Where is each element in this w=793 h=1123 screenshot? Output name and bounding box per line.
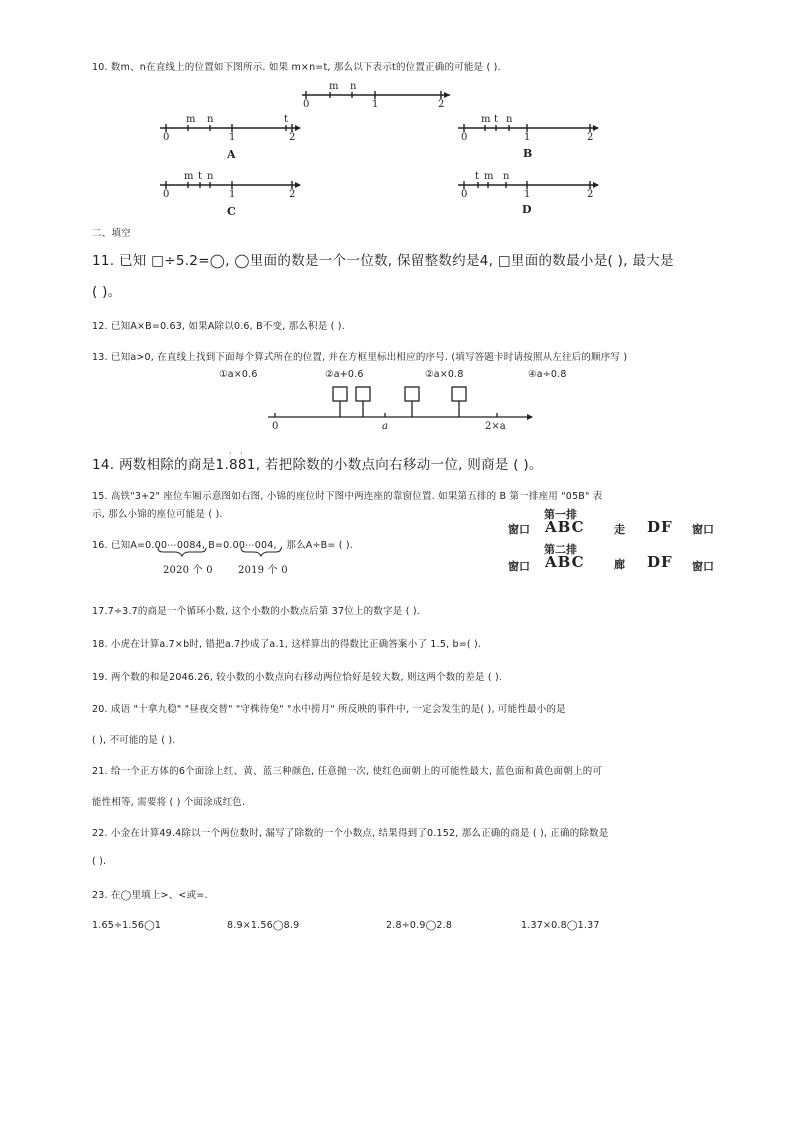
top-line-label-m: m (329, 81, 339, 92)
q13-item-1: ①a×0.6 (219, 369, 258, 380)
d-label-t: t (475, 171, 480, 182)
b-label-n: n (506, 114, 513, 125)
repeating-dots: · · (229, 449, 246, 458)
q14-part1: 14. 两数相除的商是1. (92, 457, 230, 473)
b-label-0: 0 (461, 132, 468, 143)
q11-line2: ( )。 (92, 284, 122, 300)
q13-axis-zero: 0 (272, 421, 279, 432)
q13-text: 13. 已知a>0, 在直线上找到下面每个算式所在的位置, 并在方框里标出相应的序号. (填写答题卡时请按照从左往后的顺序写 ) (92, 352, 628, 363)
q13-axis-2a: 2×a (485, 421, 506, 432)
q22-line1: 22. 小金在计算49.4除以一个两位数时, 漏写了除数的一个小数点, 结果得到了0.152, 那么正确的商是 ( ), 正确的除数是 (92, 828, 609, 839)
q17-text: 17.7÷3.7的商是一个循环小数, 这个小数的小数点后第 37位上的数字是 ( ). (92, 606, 420, 617)
section-heading: 二、填空 (92, 228, 131, 239)
q23-text: 23. 在◯里填上>、<或=. (92, 890, 208, 901)
a-label-1: 1 (229, 132, 236, 143)
d-label-n: n (503, 171, 510, 182)
q18-text: 18. 小虎在计算a.7×b时, 错把a.7抄成了a.1, 这样算出的得数比正确答案小了 1.5, b=( ). (92, 639, 482, 650)
seat-row1-right-seats: DF (647, 518, 673, 536)
q20-line2: ( ), 不可能的是 ( ). (92, 735, 176, 746)
q23-item-1: 1.65÷1.56◯1 (92, 920, 162, 931)
q13-item-3: ②a×0.8 (425, 369, 464, 380)
q16-brace2-label: 2019 个 0 (238, 565, 288, 576)
top-line-label-2: 2 (438, 99, 445, 110)
b-label-m: m (481, 114, 491, 125)
q10-text: 10. 数m、n在直线上的位置如下图所示. 如果 m×n=t, 那么以下表示t的位置正确的可能是 ( ). (92, 62, 501, 73)
b-label-t: t (494, 114, 499, 125)
seat-row1-window-left: 窗口 (508, 523, 530, 536)
seat-row1-title: 第一排 (544, 508, 577, 521)
a-label-0: 0 (163, 132, 170, 143)
q16-brace1-label: 2020 个 0 (163, 565, 213, 576)
a-label-t: t (284, 114, 289, 125)
c-label-1: 1 (229, 189, 236, 200)
q11-line1: 11. 已知 □÷5.2=◯, ◯里面的数是一个一位数, 保留整数约是4, □里面的数最小是( ), 最大是 (92, 253, 674, 269)
c-label-2: 2 (289, 189, 296, 200)
q21-line1: 21. 给一个正方体的6个面涂上红、黄、蓝三种颜色, 任意抛一次, 使红色面朝上的可能性最大, 蓝色面和黄色面朝上的可 (92, 766, 603, 777)
b-label-2: 2 (587, 132, 594, 143)
q13-item-2: ②a+0.6 (325, 369, 364, 380)
q15-line2: 示, 那么小锦的座位可能是 ( ). (92, 509, 223, 520)
q13-item-4: ④a÷0.8 (528, 369, 567, 380)
c-label-m: m (184, 171, 194, 182)
top-line-label-1: 1 (372, 99, 379, 110)
seat-row2-left-seats: ABC (545, 553, 585, 571)
seat-aisle-bottom: 廊 (614, 558, 625, 571)
q14-digits: 881 (229, 457, 256, 473)
option-d-letter: D (522, 203, 532, 216)
c-label-n: n (207, 171, 214, 182)
q20-line1: 20. 成语 "十拿九稳" "昼夜交替" "守株待兔" "水中捞月" 所反映的事件中, 一定会发生的是( ), 可能性最小的是 (92, 704, 566, 715)
top-line-label-n: n (350, 81, 357, 92)
c-label-t: t (198, 171, 203, 182)
a-label-n: n (207, 114, 214, 125)
seat-row1-window-right: 窗口 (692, 523, 714, 536)
c-label-0: 0 (163, 189, 170, 200)
top-line-label-0: 0 (303, 99, 310, 110)
option-a-letter: A (227, 148, 236, 161)
seat-row2-window-left: 窗口 (508, 560, 530, 573)
q14-part2: , 若把除数的小数点向右移动一位, 则商是 ( )。 (255, 457, 543, 473)
q23-item-2: 8.9×1.56◯8.9 (227, 920, 300, 931)
seat-row2-window-right: 窗口 (692, 560, 714, 573)
q16-text: 16. 已知A=0.00⋯0084, B=0.00⋯004, , 那么A÷B= ( ). (92, 540, 354, 551)
seat-aisle-top: 走 (614, 523, 625, 536)
option-b-letter: B (523, 147, 533, 160)
d-label-m: m (484, 171, 494, 182)
d-label-1: 1 (524, 189, 531, 200)
q23-item-3: 2.8÷0.9◯2.8 (386, 920, 453, 931)
a-label-m: m (186, 114, 196, 125)
d-label-0: 0 (461, 189, 468, 200)
q15-line1: 15. 高铁"3+2" 座位车厢示意图如右图, 小锦的座位时下图中两连座的靠窗位置. 如果第五排的 B 第一排座用 "05B" 表 (92, 491, 603, 502)
seat-row2-title: 第二排 (544, 543, 577, 556)
q13-axis-a: a (382, 421, 388, 432)
seat-row2-right-seats: DF (647, 553, 673, 571)
q12-text: 12. 已知A×B=0.63, 如果A除以0.6, B不变, 那么积是 ( ). (92, 321, 345, 332)
a-label-2: 2 (289, 132, 296, 143)
seat-row1-left-seats: ABC (545, 518, 585, 536)
option-c-letter: C (227, 205, 236, 218)
q21-line2: 能性相等, 需要将 ( ) 个面涂成红色. (92, 797, 246, 808)
b-label-1: 1 (524, 132, 531, 143)
d-label-2: 2 (587, 189, 594, 200)
q19-text: 19. 两个数的和是2046.26, 较小数的小数点向右移动两位恰好是较大数, 则这两个数的差是 ( ). (92, 672, 503, 683)
q23-item-4: 1.37×0.8◯1.37 (521, 920, 600, 931)
q22-line2: ( ). (92, 856, 107, 867)
